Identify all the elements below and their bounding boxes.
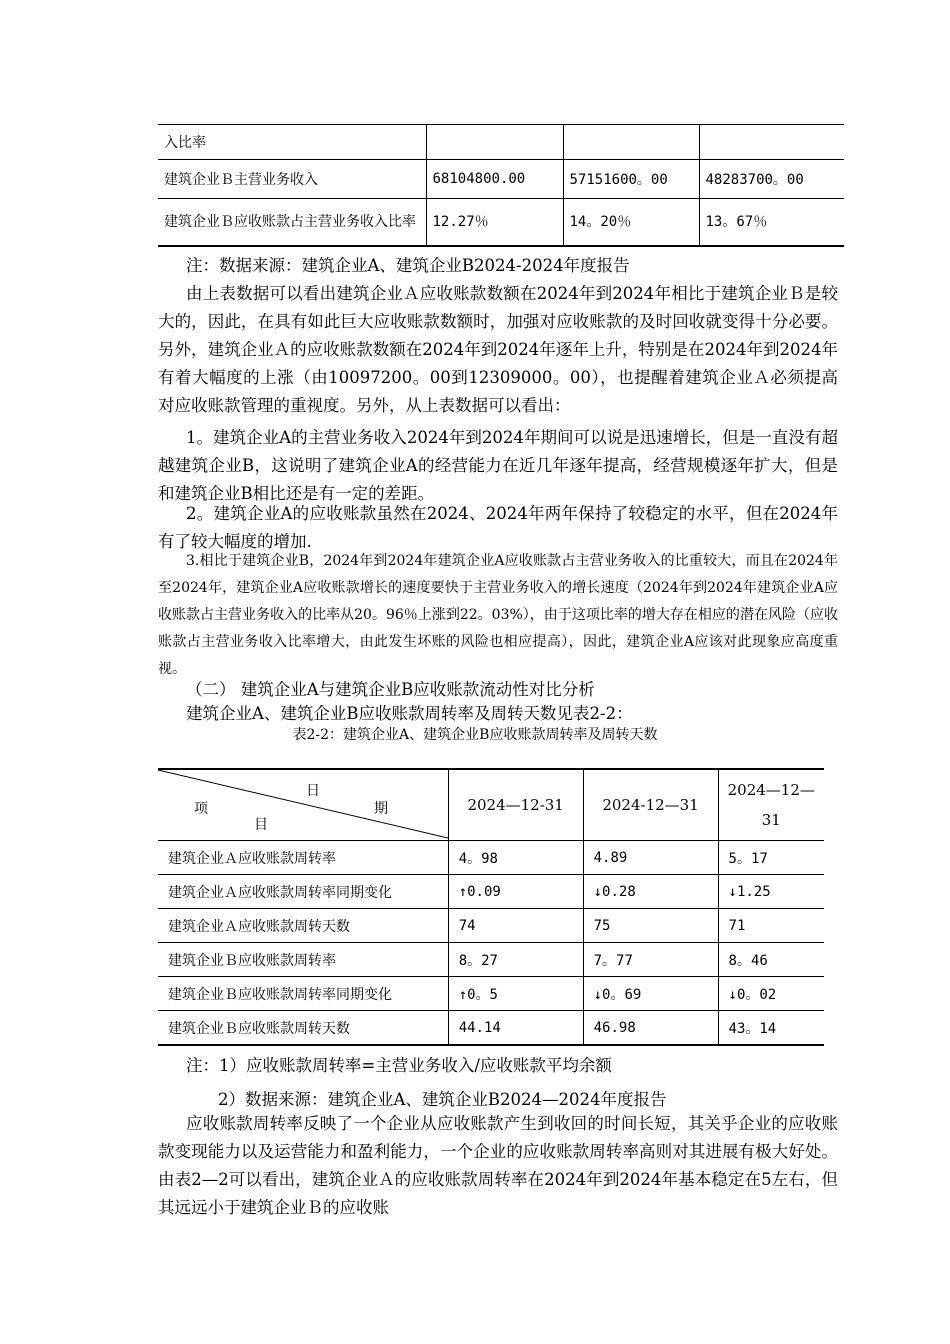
- table-row: [158, 977, 824, 1011]
- row-label: 建筑企业Ｂ应收账款周转天数: [158, 1011, 448, 1046]
- cell: 8。27: [448, 943, 583, 977]
- cell: 13。67％: [699, 199, 844, 247]
- cell: 5。17: [718, 841, 824, 875]
- cell: ↓0。02: [718, 977, 824, 1011]
- table-row: [158, 125, 844, 160]
- paragraph: 2。建筑企业A的应收账款虽然在2024、2024年两年保持了较稳定的水平，但在2024年有了较大幅度的增加.: [158, 504, 838, 551]
- cell: 12.27％: [426, 199, 563, 247]
- column-header: 2024—12—31: [718, 769, 824, 841]
- table-note: 2）数据来源：建筑企业A、建筑企业B2024—2024年度报告: [218, 1090, 667, 1109]
- table-2: [158, 768, 824, 1046]
- table-row: [158, 160, 844, 199]
- paragraph: 应收账款周转率反映了一个企业从应收账款产生到收回的时间长短，其关乎企业的应收账款变现能力以及运营能力和盈利能力，一个企业的应收账款周转率高则对其进展有极大好处。由表2—2可以看出，建筑企业Ａ的应收账款周转率在2024年到2024年基本稳定在5左右，但其远远小于建筑企业Ｂ的应收账: [158, 1114, 838, 1217]
- row-label: 建筑企业Ａ应收账款周转率: [158, 841, 448, 875]
- row-label: 建筑企业Ｂ应收账款周转率: [158, 943, 448, 977]
- column-header: 2024—12-31: [448, 769, 583, 841]
- table-row: [158, 875, 824, 909]
- row-label: 建筑企业Ａ应收账款周转天数: [158, 909, 448, 943]
- row-label: 入比率: [158, 125, 426, 160]
- cell: 4.89: [583, 841, 718, 875]
- cell: 48283700。00: [699, 160, 844, 199]
- paragraph: 1。建筑企业A的主营业务收入2024年到2024年期间可以说是迅速增长，但是一直没有超越建筑企业B，这说明了建筑企业A的经营能力在近几年逐年提高，经营规模逐年扩大，但是和建筑企业B相比还是有一定的差距。: [158, 428, 838, 503]
- row-label: 建筑企业Ｂ应收账款周转率同期变化: [158, 977, 448, 1011]
- table-row: [158, 841, 824, 875]
- cell: 8。46: [718, 943, 824, 977]
- cell: 14。20％: [563, 199, 699, 247]
- paragraph: 由上表数据可以看出建筑企业Ａ应收账款数额在2024年到2024年相比于建筑企业Ｂ是较大的，因此，在具有如此巨大应收账款数额时，加强对应收账款的及时回收就变得十分必要。另外，建筑企业Ａ的应收账款数额在2024年到2024年逐年上升，特别是在2024年到2024年有着大幅度的上涨（由10097200。00到12309000。00），也提醒着建筑企业Ａ必须提高对应收账款管理的重视度。另外，从上表数据可以看出：: [158, 284, 838, 415]
- table-row: [158, 943, 824, 977]
- cell: 43。14: [718, 1011, 824, 1046]
- table-row: [158, 1011, 824, 1046]
- table-caption: 表2-2：建筑企业A、建筑企业B应收账款周转率及周转天数: [292, 727, 658, 743]
- paragraph: 建筑企业A、建筑企业B应收账款周转率及周转天数见表2-2：: [186, 704, 633, 723]
- cell: ↓1.25: [718, 875, 824, 909]
- cell: 68104800.00: [426, 160, 563, 199]
- table-note: 注：1）应收账款周转率=主营业务收入/应收账款平均余额: [186, 1056, 612, 1075]
- cell: [699, 125, 844, 160]
- header-item-bottom: 目: [254, 817, 268, 833]
- table-row: [158, 909, 824, 943]
- cell: 46.98: [583, 1011, 718, 1046]
- header-item-left: 项: [194, 801, 208, 817]
- table-header-row: [158, 769, 824, 841]
- cell: 57151600。00: [563, 160, 699, 199]
- row-label: 建筑企业Ａ应收账款周转率同期变化: [158, 875, 448, 909]
- cell: 7。77: [583, 943, 718, 977]
- cell: ↑0.09: [448, 875, 583, 909]
- cell: ↓0。69: [583, 977, 718, 1011]
- cell: [426, 125, 563, 160]
- table-note: 注：数据来源：建筑企业A、建筑企业B2024-2024年度报告: [186, 256, 630, 275]
- cell: 44.14: [448, 1011, 583, 1046]
- cell: [563, 125, 699, 160]
- column-header: 2024-12—31: [583, 769, 718, 841]
- cell: ↓0.28: [583, 875, 718, 909]
- diagonal-header-cell: [158, 769, 448, 841]
- header-date-bottom: 期: [374, 801, 388, 817]
- cell: ↑0。5: [448, 977, 583, 1011]
- cell: 74: [448, 909, 583, 943]
- cell: 4。98: [448, 841, 583, 875]
- table-1: [158, 124, 844, 247]
- header-date-top: 日: [306, 783, 320, 799]
- cell: 75: [583, 909, 718, 943]
- section-heading: （二） 建筑企业A与建筑企业B应收账款流动性对比分析: [186, 680, 595, 699]
- row-label: 建筑企业Ｂ应收账款占主营业务收入比率: [158, 199, 426, 247]
- row-label: 建筑企业Ｂ主营业务收入: [158, 160, 426, 199]
- paragraph: 3.相比于建筑企业B，2024年到2024年建筑企业A应收账款占主营业务收入的比重较大，而且在2024年至2024年，建筑企业A应收账款增长的速度要快于主营业务收入的增长速度（2024年到2024年建筑企业A应收账款占主营业务收入的比率从20。96％上涨到22。03%），由于这项比率的增大存在相应的潜在风险（应收账款占主营业务收入比率增大，由此发生坏账的风险也相应提高），因此，建筑企业A应该对此现象应高度重视。: [158, 553, 838, 677]
- cell: 71: [718, 909, 824, 943]
- table-row: [158, 199, 844, 247]
